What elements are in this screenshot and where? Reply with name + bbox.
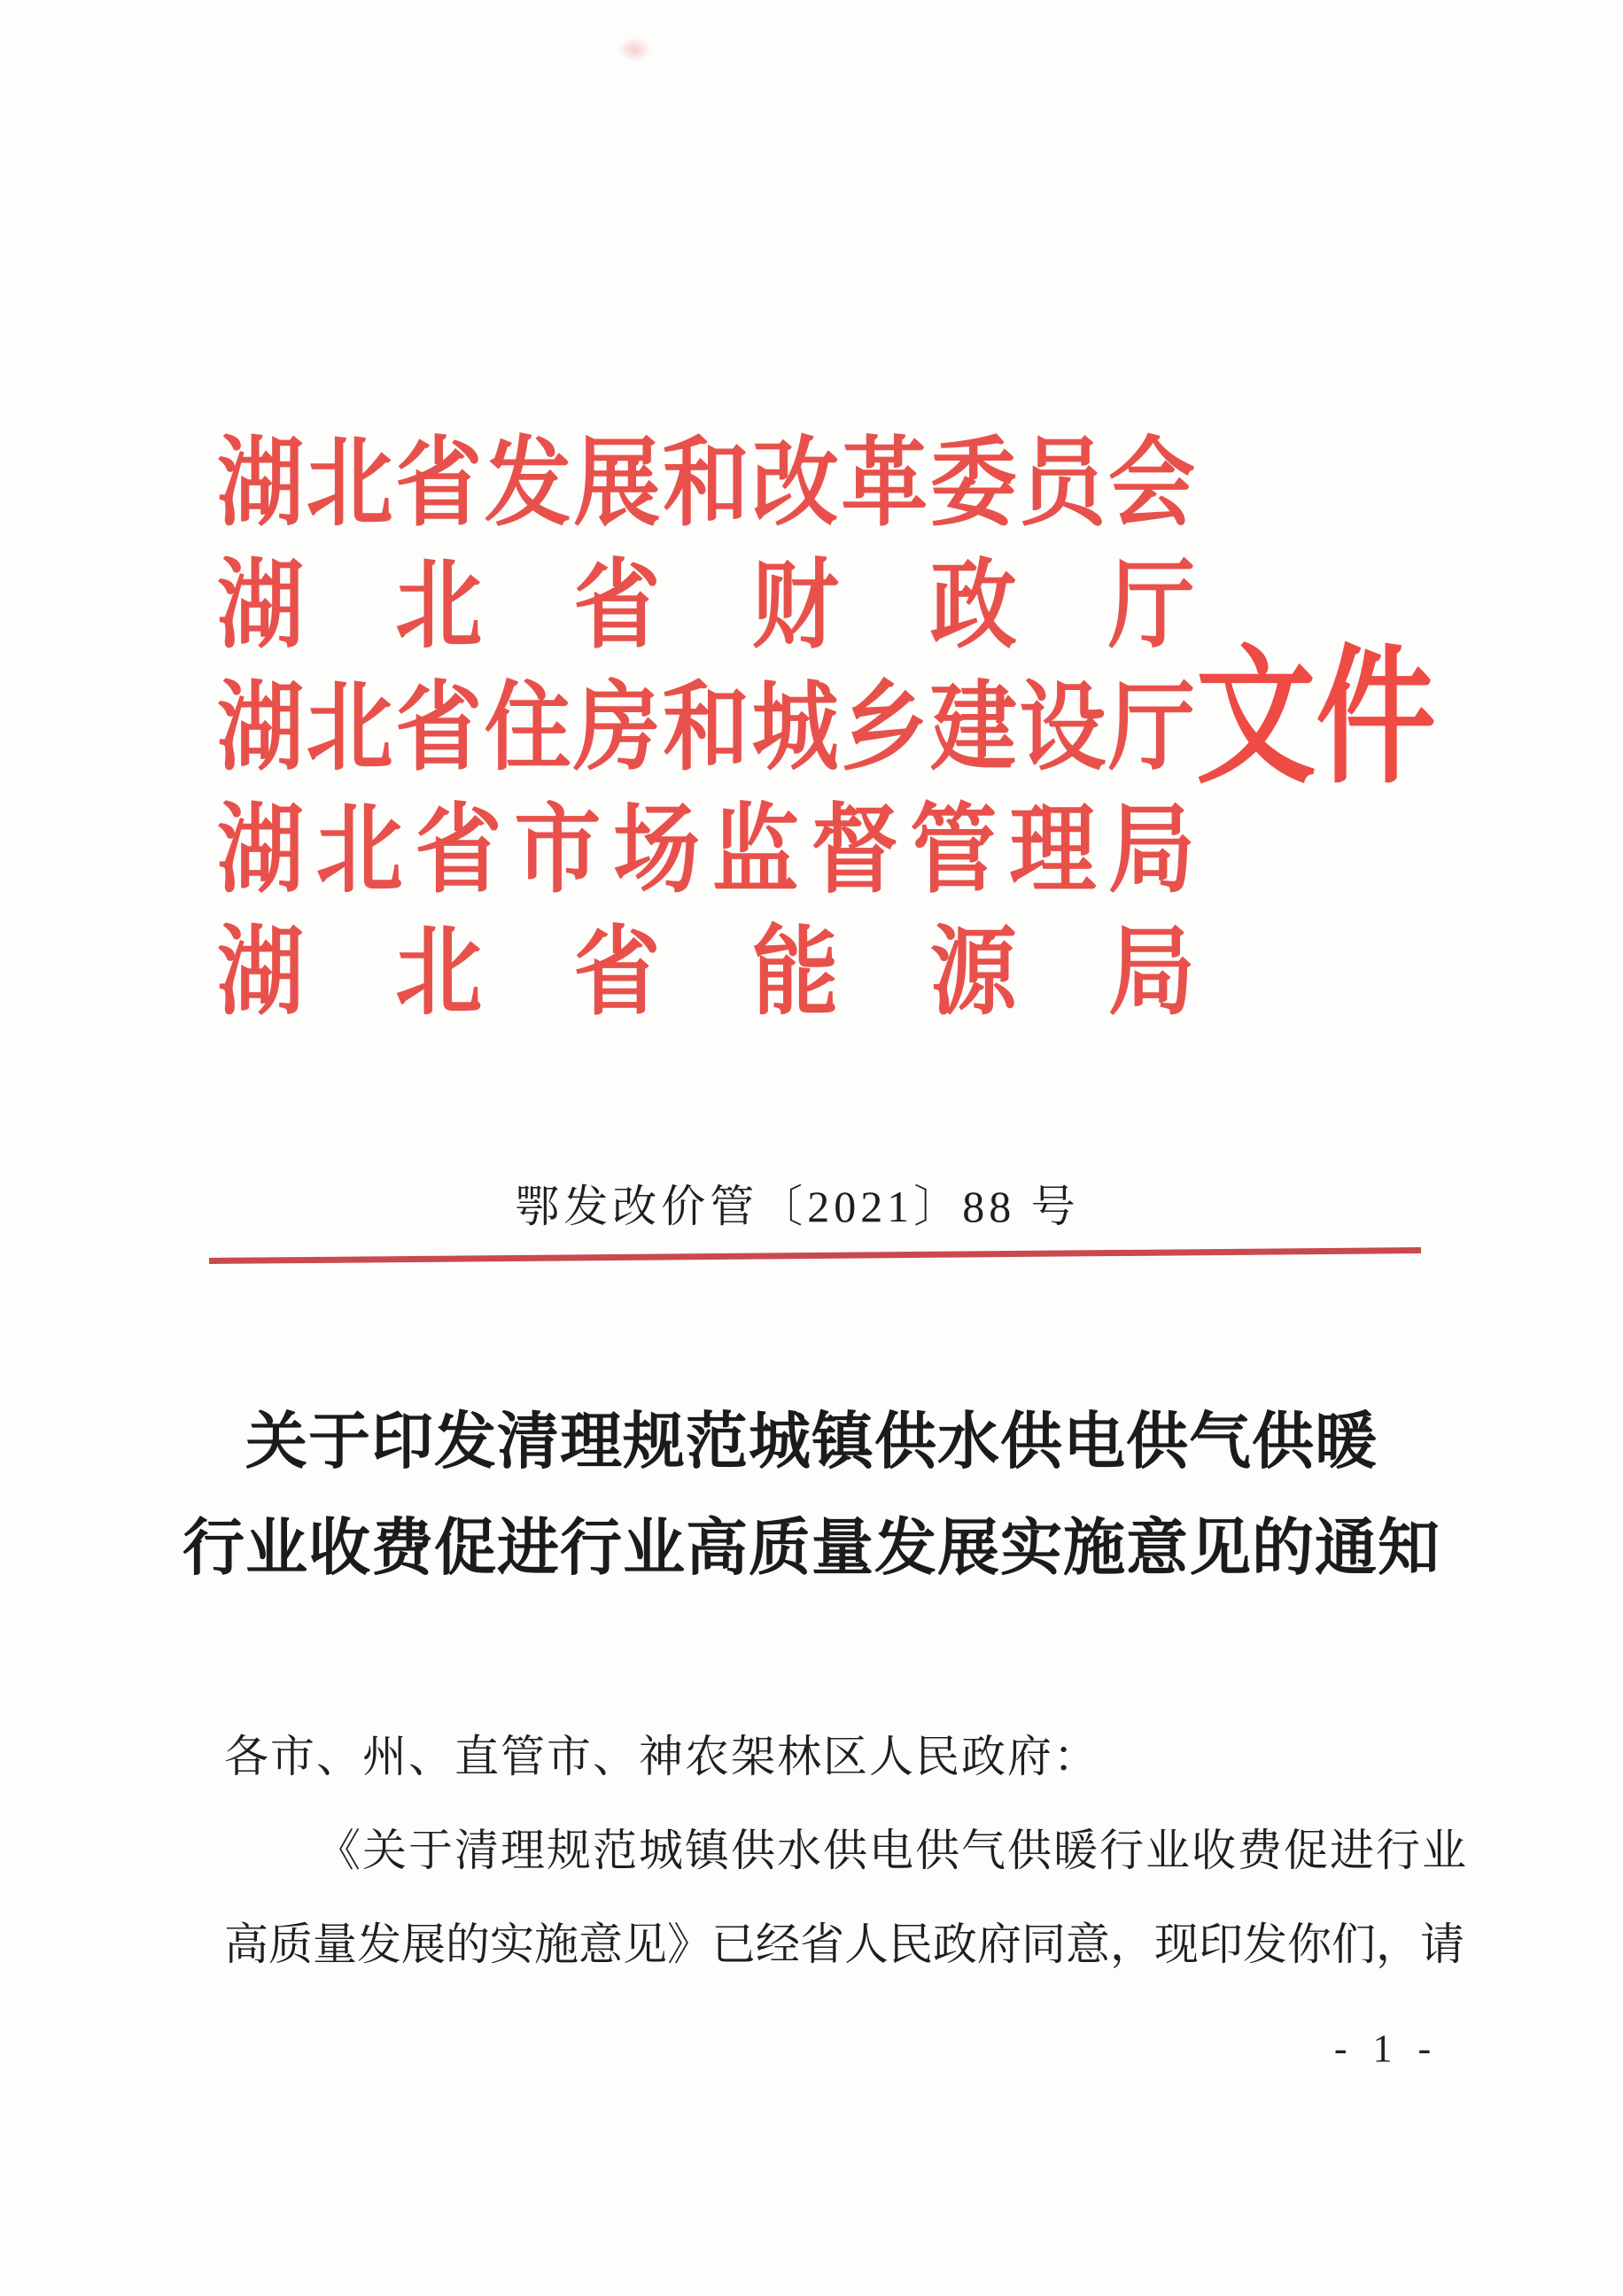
- document-body: [224, 1710, 1478, 1991]
- body-paragraph-line2: 高质量发展的实施意见》已经省人民政府同意，现印发你们，请: [224, 1920, 1464, 1969]
- agency-name-housing-urban-rural-dept: 湖北省住房和城乡建设厅: [217, 675, 1195, 783]
- body-salutation: 各市、州、直管市、神农架林区人民政府：: [224, 1732, 1099, 1781]
- document-title-line1: 关于印发清理规范城镇供水供电供气供暖: [245, 1408, 1378, 1477]
- document-title: [0, 1390, 1623, 1602]
- agency-name-market-supervision-admin: 湖北省市场监督管理局: [217, 797, 1195, 905]
- body-paragraph-line1: 《关于清理规范城镇供水供电供气供暖行业收费促进行业: [316, 1826, 1468, 1875]
- agency-name-development-reform-commission: 湖北省发展和改革委员会: [217, 430, 1195, 539]
- agency-name-energy-bureau: 湖北省能源局: [217, 919, 1195, 1028]
- letterhead-divider-line: [209, 1247, 1421, 1264]
- document-reference-number: 鄂发改价管〔2021〕88 号: [515, 1182, 1080, 1231]
- scan-smudge-artifact: [617, 37, 651, 62]
- page-number: - 1 -: [1333, 2027, 1440, 2070]
- agency-name-finance-department: 湖北省财政厅: [217, 553, 1195, 661]
- letterhead-document-label: 文件: [1196, 635, 1436, 802]
- document-title-line2: 行业收费促进行业高质量发展实施意见的通知: [182, 1515, 1441, 1583]
